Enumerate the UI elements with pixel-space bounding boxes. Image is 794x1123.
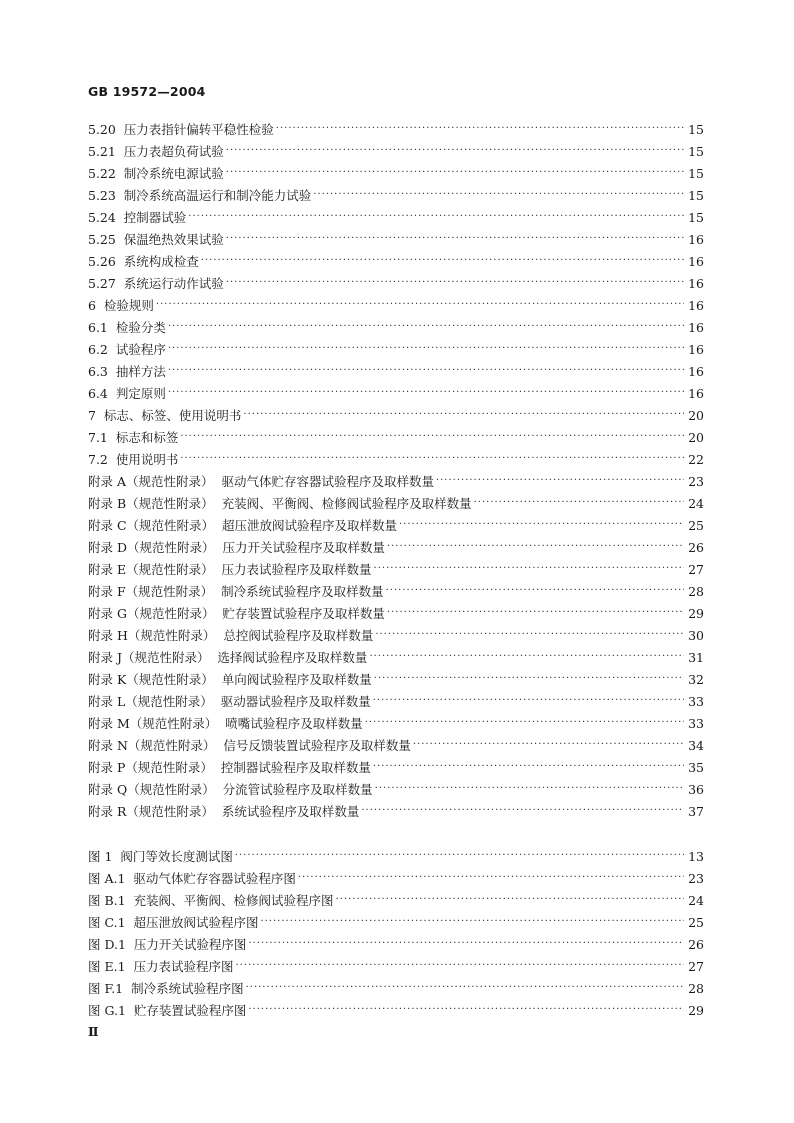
figure-entry-page-number: 27 — [688, 958, 704, 974]
toc-entry-page-number: 26 — [688, 539, 704, 555]
toc-entry[interactable] — [88, 360, 704, 382]
toc-entry[interactable] — [88, 712, 704, 734]
toc-entry[interactable] — [88, 426, 704, 448]
toc-entry-label: 附录 G（规范性附录） 贮存装置试验程序及取样数量 — [88, 606, 385, 621]
toc-entry[interactable] — [88, 448, 704, 470]
toc-entry-label: 6.4 判定原则 — [88, 386, 166, 401]
toc-entry-label: 附录 N（规范性附录） 信号反馈装置试验程序及取样数量 — [88, 738, 411, 753]
toc-entry[interactable] — [88, 316, 704, 338]
dot-leader — [168, 382, 684, 404]
toc-entry[interactable] — [88, 514, 704, 536]
toc-entry-page-number: 16 — [688, 341, 704, 357]
toc-entry-page-number: 15 — [688, 143, 704, 159]
dot-leader — [168, 338, 684, 360]
toc-entry-page-number: 27 — [688, 561, 704, 577]
toc-entry-page-number: 16 — [688, 253, 704, 269]
dot-leader — [235, 845, 684, 867]
toc-entry[interactable] — [88, 558, 704, 580]
dot-leader — [313, 184, 684, 206]
dot-leader — [374, 558, 684, 580]
dot-leader — [375, 624, 684, 646]
dot-leader — [168, 316, 684, 338]
toc-entry[interactable] — [88, 492, 704, 514]
toc-entry-page-number: 20 — [688, 429, 704, 445]
toc-entry-label: 5.25 保温绝热效果试验 — [88, 232, 224, 247]
toc-entry-page-number: 16 — [688, 319, 704, 335]
toc-entry[interactable] — [88, 162, 704, 184]
toc-entry-page-number: 35 — [688, 759, 704, 775]
toc-entry[interactable] — [88, 272, 704, 294]
figure-entry-page-number: 29 — [688, 1002, 704, 1018]
dot-leader — [156, 294, 684, 316]
figure-entry-page-number: 28 — [688, 980, 704, 996]
dot-leader — [375, 778, 684, 800]
toc-entry-page-number: 15 — [688, 187, 704, 203]
figure-entry-page-number: 24 — [688, 892, 704, 908]
figure-entry-label: 图 B.1 充装阀、平衡阀、检修阀试验程序图 — [88, 893, 334, 908]
dot-leader — [387, 536, 684, 558]
toc-entry[interactable] — [88, 118, 704, 140]
toc-entry-label: 附录 D（规范性附录） 压力开关试验程序及取样数量 — [88, 540, 385, 555]
dot-leader — [248, 933, 684, 955]
toc-entry-label: 附录 P（规范性附录） 控制器试验程序及取样数量 — [88, 760, 371, 775]
toc-entry-label: 6.2 试验程序 — [88, 342, 166, 357]
dot-leader — [226, 140, 684, 162]
dot-leader — [365, 712, 684, 734]
toc-entry-page-number: 15 — [688, 209, 704, 225]
toc-entry-page-number: 29 — [688, 605, 704, 621]
figure-entry[interactable] — [88, 911, 704, 933]
dot-leader — [387, 602, 684, 624]
toc-entry[interactable] — [88, 580, 704, 602]
dot-leader — [298, 867, 684, 889]
toc-entry-label: 附录 M（规范性附录） 喷嘴试验程序及取样数量 — [88, 716, 363, 731]
dot-leader — [386, 580, 684, 602]
toc-entry-page-number: 25 — [688, 517, 704, 533]
figure-entry[interactable] — [88, 867, 704, 889]
toc-entry-page-number: 32 — [688, 671, 704, 687]
toc-entry-label: 附录 A（规范性附录） 驱动气体贮存容器试验程序及取样数量 — [88, 474, 434, 489]
toc-entry[interactable] — [88, 646, 704, 668]
dot-leader — [226, 272, 684, 294]
figure-entry-page-number: 26 — [688, 936, 704, 952]
figure-entry-page-number: 13 — [688, 848, 704, 864]
toc-entry-page-number: 20 — [688, 407, 704, 423]
toc-entry[interactable] — [88, 690, 704, 712]
toc-entry-label: 6.1 检验分类 — [88, 320, 166, 335]
figure-entry-label: 图 1 阀门等效长度测试图 — [88, 849, 233, 864]
toc-entry[interactable] — [88, 404, 704, 426]
toc-entry-page-number: 16 — [688, 275, 704, 291]
toc-entry-page-number: 23 — [688, 473, 704, 489]
toc-entry[interactable] — [88, 734, 704, 756]
dot-leader — [226, 162, 684, 184]
toc-entry-label: 6.3 抽样方法 — [88, 364, 166, 379]
dot-leader — [413, 734, 684, 756]
toc-entry-label: 附录 R（规范性附录） 系统试验程序及取样数量 — [88, 804, 360, 819]
toc-entry[interactable] — [88, 756, 704, 778]
figure-entry-label: 图 C.1 超压泄放阀试验程序图 — [88, 915, 259, 930]
toc-entry-label: 5.26 系统构成检查 — [88, 254, 199, 269]
dot-leader — [248, 999, 684, 1021]
figure-entry-label: 图 D.1 压力开关试验程序图 — [88, 937, 247, 952]
toc-entry-label: 5.20 压力表指针偏转平稳性检验 — [88, 122, 274, 137]
toc-entry[interactable] — [88, 184, 704, 206]
dot-leader — [373, 756, 684, 778]
toc-entry-label: 附录 H（规范性附录） 总控阀试验程序及取样数量 — [88, 628, 374, 643]
dot-leader — [168, 360, 684, 382]
toc-entry[interactable] — [88, 250, 704, 272]
toc-entry-label: 5.22 制冷系统电源试验 — [88, 166, 224, 181]
figure-entry-label: 图 F.1 制冷系统试验程序图 — [88, 981, 244, 996]
toc-entry-page-number: 15 — [688, 121, 704, 137]
toc-entry[interactable] — [88, 602, 704, 624]
dot-leader — [373, 690, 684, 712]
toc-entry-page-number: 33 — [688, 693, 704, 709]
toc-entry[interactable] — [88, 206, 704, 228]
toc-entry[interactable] — [88, 228, 704, 250]
figure-entry[interactable] — [88, 977, 704, 999]
toc-entry[interactable] — [88, 624, 704, 646]
toc-entry-page-number: 15 — [688, 165, 704, 181]
figure-entry-label: 图 A.1 驱动气体贮存容器试验程序图 — [88, 871, 296, 886]
toc-entry-page-number: 37 — [688, 803, 704, 819]
toc-entry-page-number: 16 — [688, 231, 704, 247]
figure-entry-page-number: 25 — [688, 914, 704, 930]
dot-leader — [235, 955, 684, 977]
toc-entry-label: 附录 J（规范性附录） 选择阀试验程序及取样数量 — [88, 650, 368, 665]
toc-entry[interactable] — [88, 470, 704, 492]
toc-entry-label: 7 标志、标签、使用说明书 — [88, 408, 242, 423]
dot-leader — [374, 668, 684, 690]
toc-entry[interactable] — [88, 294, 704, 316]
dot-leader — [369, 646, 684, 668]
toc-entry-label: 6 检验规则 — [88, 298, 154, 313]
toc-entry[interactable] — [88, 800, 704, 822]
figure-entry-label: 图 E.1 压力表试验程序图 — [88, 959, 234, 974]
toc-entry-page-number: 24 — [688, 495, 704, 511]
toc-entry-label: 5.24 控制器试验 — [88, 210, 187, 225]
dot-leader — [436, 470, 684, 492]
dot-leader — [180, 426, 684, 448]
dot-leader — [201, 250, 684, 272]
toc-entry-label: 附录 K（规范性附录） 单向阀试验程序及取样数量 — [88, 672, 372, 687]
toc-entry-page-number: 16 — [688, 297, 704, 313]
dot-leader — [226, 228, 684, 250]
dot-leader — [180, 448, 684, 470]
toc-entry-page-number: 36 — [688, 781, 704, 797]
toc-entry[interactable] — [88, 536, 704, 558]
figure-entry[interactable] — [88, 955, 704, 977]
figure-entry[interactable] — [88, 999, 704, 1021]
toc-entry[interactable] — [88, 338, 704, 360]
dot-leader — [399, 514, 684, 536]
page-number: Ⅱ — [88, 1024, 99, 1039]
toc-entry-page-number: 30 — [688, 627, 704, 643]
toc-entry-label: 5.21 压力表超负荷试验 — [88, 144, 224, 159]
toc-entry-label: 7.1 标志和标签 — [88, 430, 179, 445]
figure-entry-label: 图 G.1 贮存装置试验程序图 — [88, 1003, 247, 1018]
toc-entry-page-number: 31 — [688, 649, 704, 665]
toc-entry-page-number: 16 — [688, 385, 704, 401]
toc-entry-label: 附录 E（规范性附录） 压力表试验程序及取样数量 — [88, 562, 372, 577]
toc-entry[interactable] — [88, 668, 704, 690]
dot-leader — [276, 118, 684, 140]
toc-entry[interactable] — [88, 382, 704, 404]
toc-entry-label: 附录 Q（规范性附录） 分流管试验程序及取样数量 — [88, 782, 373, 797]
toc-entry-label: 附录 L（规范性附录） 驱动器试验程序及取样数量 — [88, 694, 371, 709]
toc-entry-label: 7.2 使用说明书 — [88, 452, 179, 467]
figure-entry-page-number: 23 — [688, 870, 704, 886]
dot-leader — [361, 800, 684, 822]
toc-entry-label: 5.27 系统运行动作试验 — [88, 276, 224, 291]
toc-entry[interactable] — [88, 778, 704, 800]
toc-entry-page-number: 28 — [688, 583, 704, 599]
toc-entry-page-number: 34 — [688, 737, 704, 753]
toc-entry-page-number: 22 — [688, 451, 704, 467]
figure-entry[interactable] — [88, 845, 704, 867]
figure-entry[interactable] — [88, 933, 704, 955]
toc-entry-page-number: 33 — [688, 715, 704, 731]
dot-leader — [336, 889, 684, 911]
dot-leader — [243, 404, 684, 426]
toc-entry-label: 附录 F（规范性附录） 制冷系统试验程序及取样数量 — [88, 584, 384, 599]
figure-entry[interactable] — [88, 889, 704, 911]
dot-leader — [474, 492, 684, 514]
dot-leader — [260, 911, 684, 933]
standard-number-header: GB 19572—2004 — [88, 84, 206, 99]
dot-leader — [246, 977, 684, 999]
toc-entry-page-number: 16 — [688, 363, 704, 379]
toc-entry-label: 附录 B（规范性附录） 充装阀、平衡阀、检修阀试验程序及取样数量 — [88, 496, 472, 511]
toc-entry[interactable] — [88, 140, 704, 162]
toc-entry-label: 附录 C（规范性附录） 超压泄放阀试验程序及取样数量 — [88, 518, 397, 533]
toc-entry-label: 5.23 制冷系统高温运行和制冷能力试验 — [88, 188, 312, 203]
dot-leader — [188, 206, 684, 228]
